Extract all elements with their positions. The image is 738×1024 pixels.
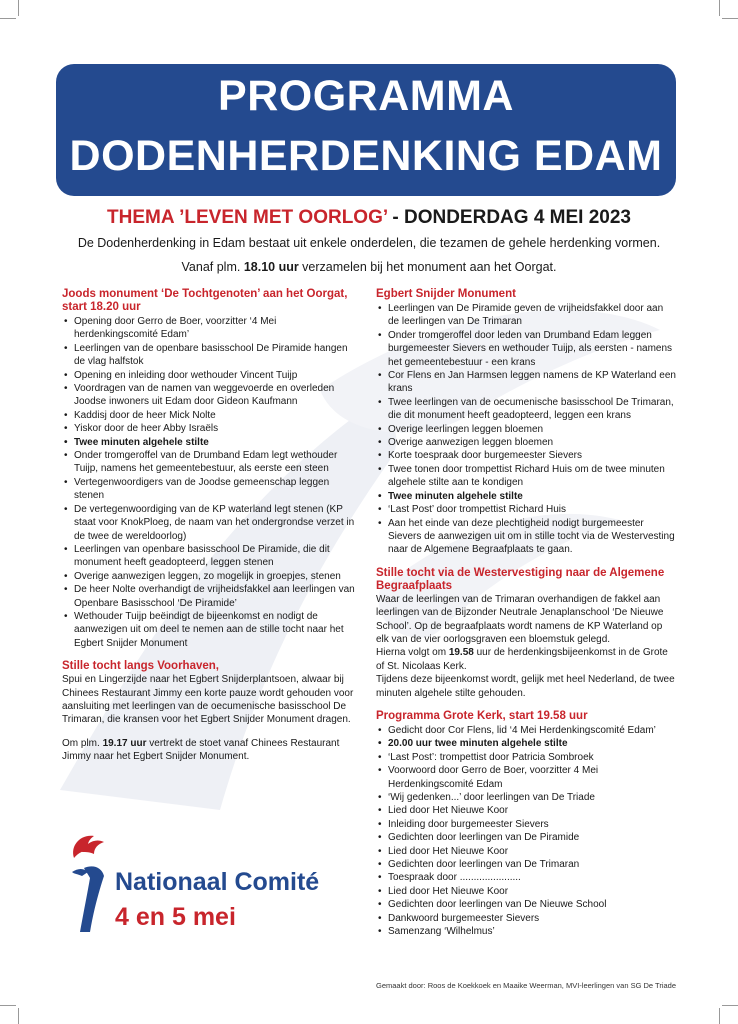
flame-bird-icon [60,828,120,938]
crop-mark [0,18,16,19]
egbert-list [376,302,676,557]
right-column [376,288,676,938]
egbert-heading: Egbert Snijder Monument [376,288,516,300]
list-item: • De heer Nolte overhandigt de vrijheidsfakkel aan leerlingen van Openbare Basisschool ‘De Piramide’ [74,583,358,610]
list-item: • Overige aanwezigen leggen, zo mogelijk in groepjes, stenen [74,570,358,583]
list-item: • Leerlingen van openbare basisschool De Piramide, die dit monument heeft geadopteerd, leggen stenen [74,543,358,570]
list-item: • Twee minuten algehele stilte [74,436,358,449]
list-item: • Opening door Gerro de Boer, voorzitter ‘4 Mei herdenkingscomité Edam’ [74,315,358,342]
title-line-1: PROGRAMMA [218,72,514,120]
list-item: • Overige aanwezigen leggen bloemen [388,436,676,449]
kerk-heading: Programma Grote Kerk, start 19.58 uur [376,709,588,722]
list-item: • ‘Last Post’ door trompettist Richard Huis [388,503,676,516]
list-item: • Leerlingen van de openbare basisschool De Piramide hangen de vlag halfstok [74,342,358,369]
joods-heading: Joods monument ‘De Tochtgenoten’ aan het Oorgat, start 18.20 uur [62,288,348,313]
list-item: • ‘Wij gedenken...’ door leerlingen van De Triade [388,791,676,804]
crop-mark [18,0,19,16]
list-item: • Vertegenwoordigers van de Joodse gemeenschap leggen stenen [74,476,358,503]
list-item: • Dankwoord burgemeester Sievers [388,912,676,925]
westervesting-text-2 [376,646,676,673]
list-item: • Lied door Het Nieuwe Koor [388,845,676,858]
crop-mark [719,0,720,16]
westervesting-text-2-post: uur de herdenkingsbijeenkomst in de Grote of St. Nicolaas Kerk. [376,647,668,672]
list-item: • Onder tromgeroffel door leden van Drumband Edam leggen burgemeester Sievers en wethouder Tuijp, als eersten - namens het gemeentebestuur - een krans [388,329,676,369]
list-item: • Yiskor door de heer Abby Israëls [74,422,358,435]
list-item: • Aan het einde van deze plechtigheid nodigt burgemeester Sievers de aanwezigen uit om in stille tocht via de Westervesting naar de Algemene Begraafplaats te gaan. [388,517,676,557]
list-item: • Opening en inleiding door wethouder Vincent Tuijp [74,369,358,382]
list-item: • Twee leerlingen van de oecumenische basisschool De Trimaran, die dit monument heeft geadopteerd, leggen een krans [388,396,676,423]
intro-line-1: De Dodenherdenking in Edam bestaat uit enkele onderdelen, die tezamen de gehele herdenking vormen. [77,236,661,250]
nationaal-comite-logo [60,828,380,938]
crop-mark [722,18,738,19]
title-line-2: DODENHERDENKING EDAM [69,132,663,180]
theme-text: THEMA ’LEVEN MET OORLOG’ [107,207,388,228]
list-item: • Twee tonen door trompettist Richard Huis om de twee minuten algehele stilte aan te kondigen [388,463,676,490]
credit-text: Gemaakt door: Roos de Koekkoek en Maaike Weerman, MVI-leerlingen van SG De Triade [376,981,677,990]
voorhaven-text: Spui en Lingerzijde naar het Egbert Snijderplantsoen, alwaar bij Chinees Restaurant Jimmy een korte pauze wordt gehouden voor aansluiting met leerlingen van de oecumenische basisschool De Trimaran, die kransen voor het Egbert Snijder Monument dragen. [62,674,354,726]
list-item: • Gedichten door leerlingen van De Piramide [388,831,676,844]
list-item: • ‘Last Post’: trompettist door Patricia Sombroek [388,751,676,764]
logo-text-line-1: Nationaal Comité [115,868,320,896]
joods-list [62,315,358,650]
westervesting-text-3: Tijdens deze bijeenkomst wordt, gelijk met heel Nederland, de twee minuten algehele stilte gehouden. [376,674,675,699]
crop-mark [0,1005,16,1006]
list-item: • Wethouder Tuijp beëindigt de bijeenkomst en nodigt de aanwezigen uit om deel te nemen aan de stille tocht naar het Egbert Snijder Monument [74,610,358,650]
kerk-list [376,724,676,939]
intro-line-2 [0,260,738,274]
list-item: • Voorwoord door Gerro de Boer, voorzitter 4 Mei Herdenkingscomité Edam [388,764,676,791]
intro-line-2-pre: Vanaf plm. [181,260,244,274]
subtitle [0,207,738,229]
list-item: • Lied door Het Nieuwe Koor [388,804,676,817]
list-item: • Toespraak door ...................... [388,871,676,884]
voorhaven-text-2 [62,737,358,764]
list-item: • Samenzang ‘Wilhelmus’ [388,925,676,938]
westervesting-heading: Stille tocht via de Westervestiging naar de Algemene Begraafplaats [376,566,665,592]
list-item: • Korte toespraak door burgemeester Sievers [388,449,676,462]
title-banner [56,64,676,196]
intro-line-2-post: verzamelen bij het monument aan het Oorgat. [298,260,557,274]
westervesting-time: 19.58 [448,647,474,659]
voorhaven-time: 19.17 uur [102,737,147,749]
left-column [62,288,358,764]
list-item: • Leerlingen van De Piramide geven de vrijheidsfakkel door aan de leerlingen van De Trimaran [388,302,676,329]
list-item: • Onder tromgeroffel van de Drumband Edam legt wethouder Tuijp, namens het gemeentebestuur, als eerste een steen [74,449,358,476]
voorhaven-text-2-post: vertrekt de stoet vanaf Chinees Restaurant Jimmy naar het Egbert Snijder Monument. [62,737,340,763]
voorhaven-text-2-pre: Om plm. [62,737,103,749]
list-item: • Overige leerlingen leggen bloemen [388,423,676,436]
westervesting-text: Waar de leerlingen van de Trimaran overhandigen de fakkel aan leerlingen van de Bijzonder Neutrale Jenaplanschool ‘De Nieuwe School’. Op de begraafplaats wordt namens de KP Waterland op elk van de vier oorlogsgraven een bloemstuk gelegd. [376,593,664,645]
crop-mark [719,1008,720,1024]
logo-text-line-2: 4 en 5 mei [115,903,236,931]
list-item: • 20.00 uur twee minuten algehele stilte [388,737,676,750]
voorhaven-heading: Stille tocht langs Voorhaven, [62,660,219,673]
list-item: • Gedichten door leerlingen van De Trimaran [388,858,676,871]
list-item: • Voordragen van de namen van weggevoerde en overleden Joodse inwoners uit Edam door Gideon Kaufmann [74,382,358,409]
date-text: - DONDERDAG 4 MEI 2023 [387,207,631,228]
list-item: • Gedicht door Cor Flens, lid ‘4 Mei Herdenkingscomité Edam’ [388,724,676,737]
list-item: • Twee minuten algehele stilte [388,490,676,503]
list-item: • Kaddisj door de heer Mick Nolte [74,409,358,422]
list-item: • Gedichten door leerlingen van De Nieuwe School [388,898,676,911]
crop-mark [18,1008,19,1024]
crop-mark [722,1005,738,1006]
intro-time: 18.10 uur [243,260,299,274]
list-item: • Lied door Het Nieuwe Koor [388,885,676,898]
list-item: • Inleiding door burgemeester Sievers [388,818,676,831]
list-item: • Cor Flens en Jan Harmsen leggen namens de KP Waterland een krans [388,369,676,396]
westervesting-text-2-pre: Hierna volgt om [376,647,449,659]
list-item: • De vertegenwoordiging van de KP waterland legt stenen (KP staat voor KnokPloeg, de naam van het ondergrondse verzet in de twee de wereldoorlog) [74,503,358,543]
